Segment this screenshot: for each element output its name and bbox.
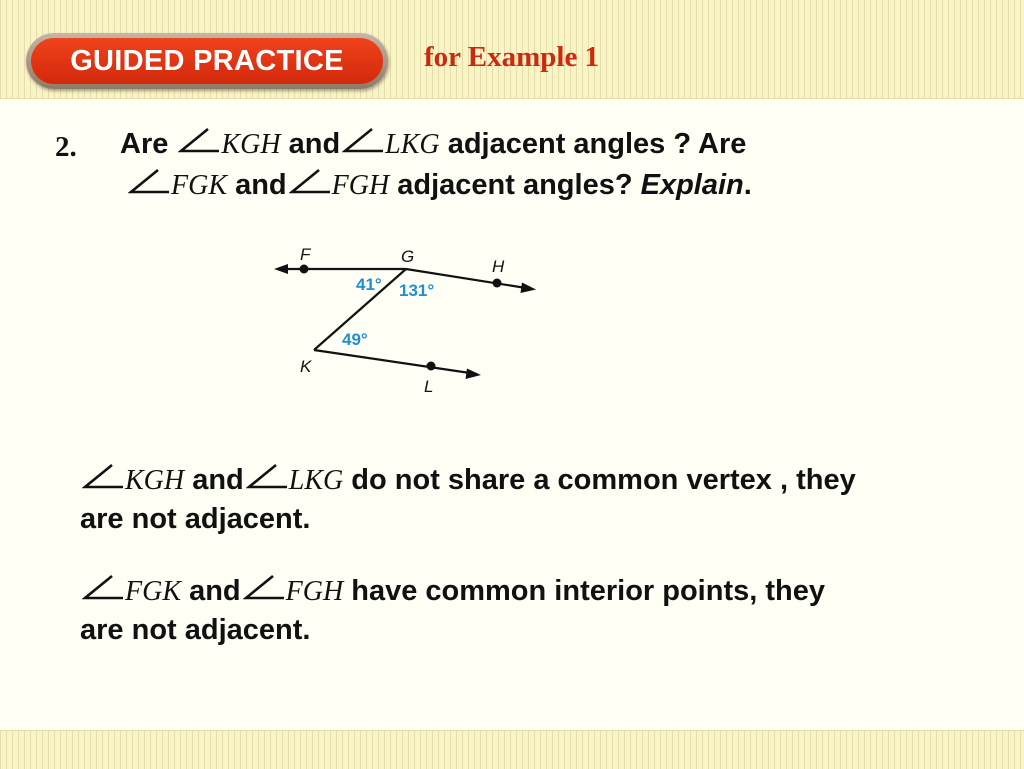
angle-diagram xyxy=(270,240,550,400)
point-h xyxy=(493,279,502,288)
point-f xyxy=(300,265,309,274)
label-h: H xyxy=(492,257,505,276)
question-line-1 xyxy=(120,127,746,161)
label-k: K xyxy=(300,357,312,376)
answer-line-2 xyxy=(80,574,825,608)
angle-name: FGK xyxy=(171,170,227,201)
question-text: and xyxy=(288,128,341,160)
answer-text: have common interior points, they xyxy=(351,575,825,607)
arrow-left-icon xyxy=(274,264,288,274)
answer-line-1 xyxy=(80,463,856,497)
angle-name: FGH xyxy=(285,576,344,607)
angle-symbol-icon xyxy=(178,127,220,153)
question-text: . xyxy=(743,169,752,201)
question-text: adjacent angles ? Are xyxy=(447,128,747,160)
label-f: F xyxy=(300,245,311,264)
angle-measure-fgk: 41° xyxy=(356,275,382,294)
angle-symbol-icon xyxy=(128,168,170,194)
angle-symbol-icon xyxy=(289,168,331,194)
angle-name: LKG xyxy=(288,465,344,496)
guided-practice-label: GUIDED PRACTICE xyxy=(31,38,383,84)
arrow-right-icon xyxy=(466,369,482,380)
angle-name: KGH xyxy=(125,465,185,496)
angle-symbol-icon xyxy=(82,574,124,600)
arrow-right-icon xyxy=(521,283,537,294)
question-number: 2. xyxy=(55,131,77,163)
guided-practice-badge xyxy=(26,33,388,89)
question-text: adjacent angles? xyxy=(397,169,633,201)
answer-line-2-continued: are not adjacent. xyxy=(80,614,311,646)
answer-line-1-continued: are not adjacent. xyxy=(80,503,311,535)
answer-text: do not share a common vertex , they xyxy=(351,464,856,496)
explain-emphasis: Explain xyxy=(640,169,744,201)
angle-symbol-icon xyxy=(342,127,384,153)
question-text: and xyxy=(235,169,287,201)
question-line-2 xyxy=(126,168,752,202)
footer-band xyxy=(0,730,1024,769)
point-l xyxy=(427,362,436,371)
angle-measure-gkl: 49° xyxy=(342,330,368,349)
angle-symbol-icon xyxy=(246,463,288,489)
ray-kl xyxy=(314,350,470,373)
answer-text: and xyxy=(189,575,241,607)
angle-symbol-icon xyxy=(82,463,124,489)
angle-name: LKG xyxy=(385,129,440,160)
label-l: L xyxy=(424,377,434,396)
question-text: Are xyxy=(120,128,169,160)
label-g: G xyxy=(401,247,415,266)
angle-measure-kgh: 131° xyxy=(399,281,435,300)
answer-text: and xyxy=(192,464,244,496)
angle-name: KGH xyxy=(221,129,281,160)
angle-name: FGH xyxy=(331,170,390,201)
angle-name: FGK xyxy=(125,576,181,607)
angle-symbol-icon xyxy=(243,574,285,600)
example-reference: for Example 1 xyxy=(424,41,600,73)
